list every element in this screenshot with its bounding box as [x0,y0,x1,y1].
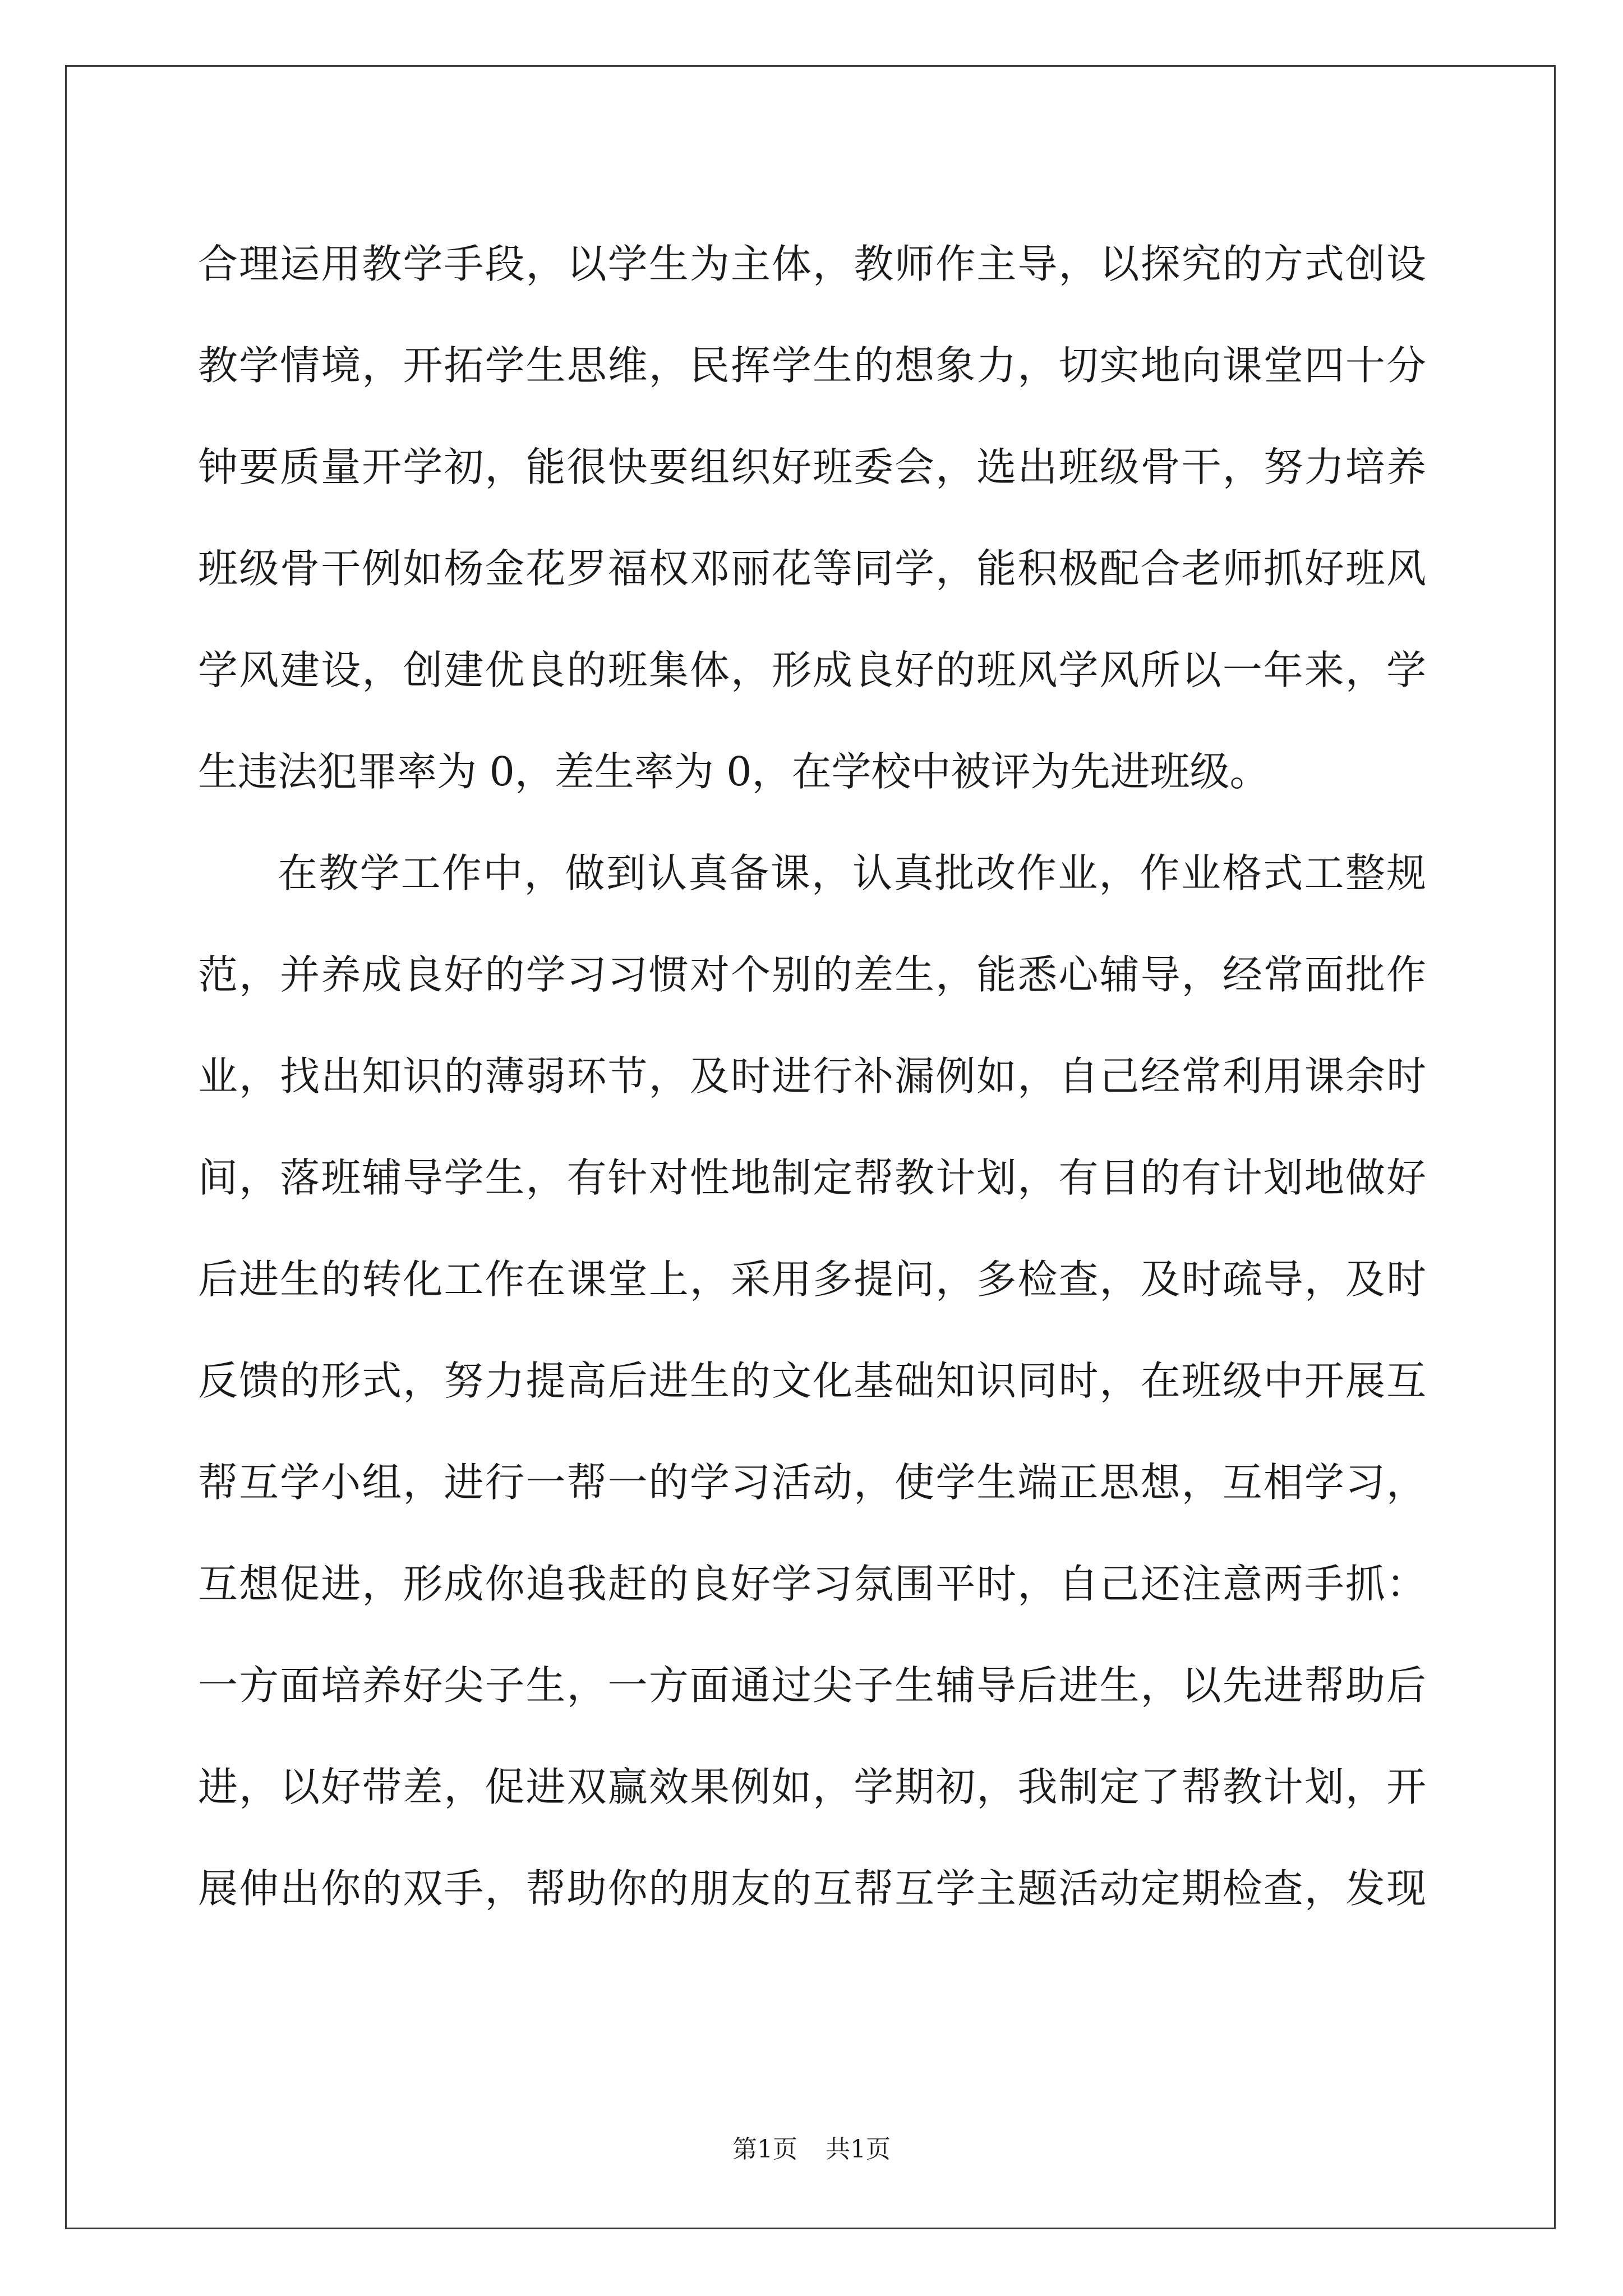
text-line: 反馈的形式，努力提高后进生的文化基础知识同时，在班级中开展互 [198,1358,1426,1404]
text-line: 教学情境，开拓学生思维，民挥学生的想象力，切实地向课堂四十分 [198,342,1426,389]
text-line: 后进生的转化工作在课堂上，采用多提问，多检查，及时疏导，及时 [198,1256,1426,1303]
paragraph-1 [198,213,1426,822]
text-line: 班级骨干例如杨金花罗福权邓丽花等同学，能积极配合老师抓好班风 [198,545,1426,592]
text-line: 合理运用教学手段，以学生为主体，教师作主导，以探究的方式创设 [198,241,1426,287]
text-line: 学风建设，创建优良的班集体，形成良好的班风学风所以一年来，学 [198,647,1426,693]
text-line: 范，并养成良好的学习习惯对个别的差生，能悉心辅导，经常面批作 [198,951,1426,998]
page-number: 第1页 [732,2135,797,2164]
text-line: 一方面培养好尖子生，一方面通过尖子生辅导后进生，以先进帮助后 [198,1662,1426,1709]
document-body [198,213,1426,1939]
text-line: 在教学工作中，做到认真备课，认真批改作业，作业格式工整规 [278,850,1426,896]
page-total: 共1页 [826,2135,891,2164]
page-footer [0,2133,1623,2166]
text-line: 生违法犯罪率为 0，差生率为 0，在学校中被评为先进班级。 [198,748,1270,795]
text-line: 钟要质量开学初，能很快要组织好班委会，选出班级骨干，努力培养 [198,444,1426,490]
text-line: 帮互学小组，进行一帮一的学习活动，使学生端正思想，互相学习， [198,1459,1426,1506]
text-line: 进，以好带差，促进双赢效果例如，学期初，我制定了帮教计划，开 [198,1764,1426,1810]
paragraph-2 [198,822,1426,1939]
text-line: 展伸出你的双手，帮助你的朋友的互帮互学主题活动定期检查，发现 [198,1865,1426,1912]
text-line: 间，落班辅导学生，有针对性地制定帮教计划，有目的有计划地做好 [198,1154,1426,1201]
text-line: 业，找出知识的薄弱环节，及时进行补漏例如，自己经常利用课余时 [198,1053,1426,1099]
text-line: 互想促进，形成你追我赶的良好学习氛围平时，自己还注意两手抓： [198,1561,1426,1607]
